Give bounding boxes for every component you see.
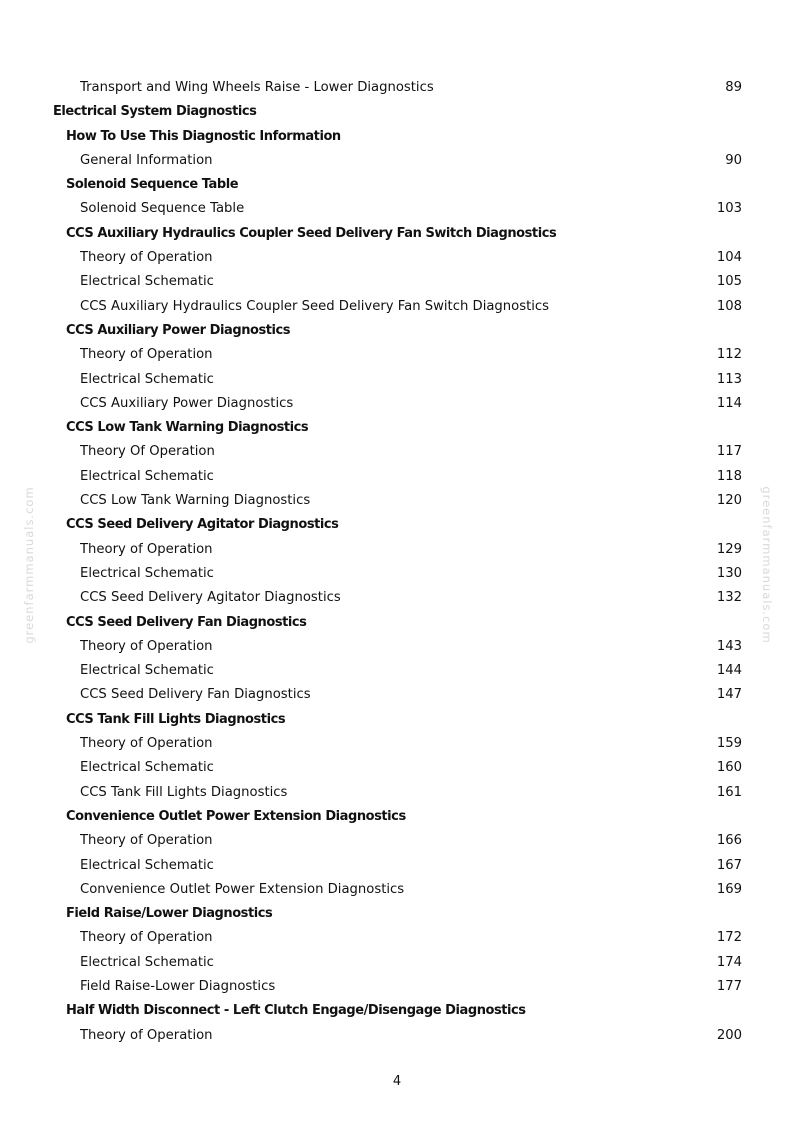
toc-entry-title: Theory of Operation bbox=[80, 1027, 213, 1043]
toc-entry-page-number: 167 bbox=[716, 857, 742, 873]
toc-entry[interactable] bbox=[0, 756, 794, 780]
toc-entry-title: Field Raise/Lower Diagnostics bbox=[66, 906, 273, 922]
toc-entry[interactable] bbox=[0, 951, 794, 975]
toc-entry-title: Electrical Schematic bbox=[80, 371, 214, 387]
toc-entry-page-number: 172 bbox=[716, 930, 742, 946]
toc-entry-page-number: 90 bbox=[725, 152, 742, 168]
watermark-left: greenfarmmanuals.com bbox=[22, 486, 36, 644]
toc-entry-page-number: 112 bbox=[716, 347, 742, 363]
toc-entry-page-number: 169 bbox=[716, 881, 742, 897]
toc-entry[interactable] bbox=[0, 659, 794, 683]
toc-entry[interactable] bbox=[0, 368, 794, 392]
toc-entry-page-number: 130 bbox=[716, 565, 742, 581]
toc-entry-title: Convenience Outlet Power Extension Diagnostics bbox=[80, 881, 405, 897]
toc-entry-title: CCS Seed Delivery Fan Diagnostics bbox=[80, 687, 311, 703]
toc-entry[interactable] bbox=[0, 926, 794, 950]
toc-section-heading[interactable] bbox=[0, 708, 794, 732]
toc-entry[interactable] bbox=[0, 489, 794, 513]
toc-section-heading[interactable] bbox=[0, 999, 794, 1023]
toc-section-heading[interactable] bbox=[0, 319, 794, 343]
toc-entry-page-number: 200 bbox=[716, 1027, 742, 1043]
toc-entry[interactable] bbox=[0, 878, 794, 902]
toc-entry[interactable] bbox=[0, 343, 794, 367]
toc-entry[interactable] bbox=[0, 1024, 794, 1048]
toc-entry[interactable] bbox=[0, 683, 794, 707]
toc-entry[interactable] bbox=[0, 465, 794, 489]
toc-entry-title: Electrical Schematic bbox=[80, 760, 214, 776]
toc-entry-title: CCS Low Tank Warning Diagnostics bbox=[80, 493, 311, 509]
toc-entry[interactable] bbox=[0, 854, 794, 878]
toc-entry[interactable] bbox=[0, 781, 794, 805]
toc-entry-page-number: 174 bbox=[716, 954, 742, 970]
toc-entry-title: CCS Auxiliary Hydraulics Coupler Seed Delivery Fan Switch Diagnostics bbox=[66, 225, 557, 241]
toc-entry-title: General Information bbox=[80, 152, 213, 168]
toc-entry[interactable] bbox=[0, 732, 794, 756]
toc-entry-title: CCS Auxiliary Hydraulics Coupler Seed Delivery Fan Switch Diagnostics bbox=[80, 298, 550, 314]
toc-entry-page-number: 161 bbox=[716, 784, 742, 800]
toc-entry[interactable] bbox=[0, 270, 794, 294]
toc-entry[interactable] bbox=[0, 635, 794, 659]
toc-entry-page-number: 103 bbox=[716, 201, 742, 217]
toc-entry-title: CCS Tank Fill Lights Diagnostics bbox=[66, 711, 286, 727]
toc-entry-title: Theory of Operation bbox=[80, 736, 213, 752]
toc-entry[interactable] bbox=[0, 538, 794, 562]
toc-section-heading[interactable] bbox=[0, 100, 794, 124]
toc-section-heading[interactable] bbox=[0, 173, 794, 197]
toc-entry[interactable] bbox=[0, 586, 794, 610]
toc-entry-page-number: 147 bbox=[716, 687, 742, 703]
toc-entry-page-number: 129 bbox=[716, 541, 742, 557]
toc-entry-title: Electrical Schematic bbox=[80, 857, 214, 873]
toc-entry-title: Half Width Disconnect - Left Clutch Engage/Disengage Diagnostics bbox=[66, 1003, 526, 1019]
page-number: 4 bbox=[392, 1074, 402, 1089]
toc-section-heading[interactable] bbox=[0, 416, 794, 440]
toc-entry-title: Theory of Operation bbox=[80, 541, 213, 557]
toc-entry-title: CCS Auxiliary Power Diagnostics bbox=[66, 322, 291, 338]
toc-entry-title: Electrical Schematic bbox=[80, 274, 214, 290]
toc-entry-title: CCS Seed Delivery Agitator Diagnostics bbox=[80, 590, 341, 606]
toc-entry-title: Field Raise-Lower Diagnostics bbox=[80, 978, 276, 994]
toc-entry[interactable] bbox=[0, 246, 794, 270]
toc-entry[interactable] bbox=[0, 392, 794, 416]
toc-entry-title: Electrical System Diagnostics bbox=[53, 104, 257, 120]
toc-entry[interactable] bbox=[0, 562, 794, 586]
toc-entry-page-number: 143 bbox=[716, 638, 742, 654]
toc-entry-title: Transport and Wing Wheels Raise - Lower Diagnostics bbox=[80, 80, 434, 95]
toc-entry[interactable] bbox=[0, 440, 794, 464]
toc-section-heading[interactable] bbox=[0, 611, 794, 635]
toc-entry-page-number: 89 bbox=[725, 80, 742, 95]
toc-section-heading[interactable] bbox=[0, 902, 794, 926]
toc-entry[interactable] bbox=[0, 295, 794, 319]
toc-entry-page-number: 113 bbox=[716, 371, 742, 387]
toc-entry-page-number: 132 bbox=[716, 590, 742, 606]
toc-entry-page-number: 118 bbox=[716, 468, 742, 484]
toc-entry-title: How To Use This Diagnostic Information bbox=[66, 128, 341, 144]
toc-entry-page-number: 177 bbox=[716, 978, 742, 994]
toc-entry-page-number: 104 bbox=[716, 250, 742, 266]
toc-entry-title: CCS Auxiliary Power Diagnostics bbox=[80, 395, 294, 411]
toc-entry-page-number: 160 bbox=[716, 760, 742, 776]
toc-entry-title: Electrical Schematic bbox=[80, 954, 214, 970]
toc-entry-page-number: 144 bbox=[716, 663, 742, 679]
table-of-contents bbox=[0, 76, 794, 1048]
toc-entry-title: CCS Tank Fill Lights Diagnostics bbox=[80, 784, 288, 800]
toc-entry-page-number: 105 bbox=[716, 274, 742, 290]
toc-entry-title: Solenoid Sequence Table bbox=[66, 177, 239, 193]
watermark-right: greenfarmmanuals.com bbox=[760, 486, 774, 644]
toc-entry[interactable] bbox=[0, 829, 794, 853]
toc-section-heading[interactable] bbox=[0, 805, 794, 829]
toc-entry[interactable] bbox=[0, 149, 794, 173]
toc-entry-title: Theory of Operation bbox=[80, 930, 213, 946]
toc-entry-title: CCS Seed Delivery Agitator Diagnostics bbox=[66, 517, 339, 533]
toc-entry-page-number: 108 bbox=[716, 298, 742, 314]
toc-entry-page-number: 117 bbox=[716, 444, 742, 460]
toc-entry-title: Solenoid Sequence Table bbox=[80, 201, 245, 217]
toc-entry-page-number: 114 bbox=[716, 395, 742, 411]
toc-entry[interactable] bbox=[0, 975, 794, 999]
toc-entry-page-number: 166 bbox=[716, 833, 742, 849]
toc-entry-title: CCS Seed Delivery Fan Diagnostics bbox=[66, 614, 307, 630]
toc-entry-title: Theory of Operation bbox=[80, 250, 213, 266]
toc-entry-title: Electrical Schematic bbox=[80, 468, 214, 484]
toc-entry[interactable] bbox=[0, 76, 794, 100]
toc-entry-page-number: 159 bbox=[716, 736, 742, 752]
toc-entry-title: Electrical Schematic bbox=[80, 663, 214, 679]
toc-entry[interactable] bbox=[0, 197, 794, 221]
toc-entry-page-number: 120 bbox=[716, 493, 742, 509]
toc-section-heading[interactable] bbox=[0, 125, 794, 149]
toc-entry-title: Theory Of Operation bbox=[80, 444, 215, 460]
toc-entry-title: Theory of Operation bbox=[80, 833, 213, 849]
toc-entry-title: CCS Low Tank Warning Diagnostics bbox=[66, 420, 309, 436]
toc-entry-title: Electrical Schematic bbox=[80, 565, 214, 581]
toc-section-heading[interactable] bbox=[0, 513, 794, 537]
toc-entry-title: Theory of Operation bbox=[80, 638, 213, 654]
toc-entry-title: Theory of Operation bbox=[80, 347, 213, 363]
toc-entry-title: Convenience Outlet Power Extension Diagnostics bbox=[66, 808, 406, 824]
toc-section-heading[interactable] bbox=[0, 222, 794, 246]
